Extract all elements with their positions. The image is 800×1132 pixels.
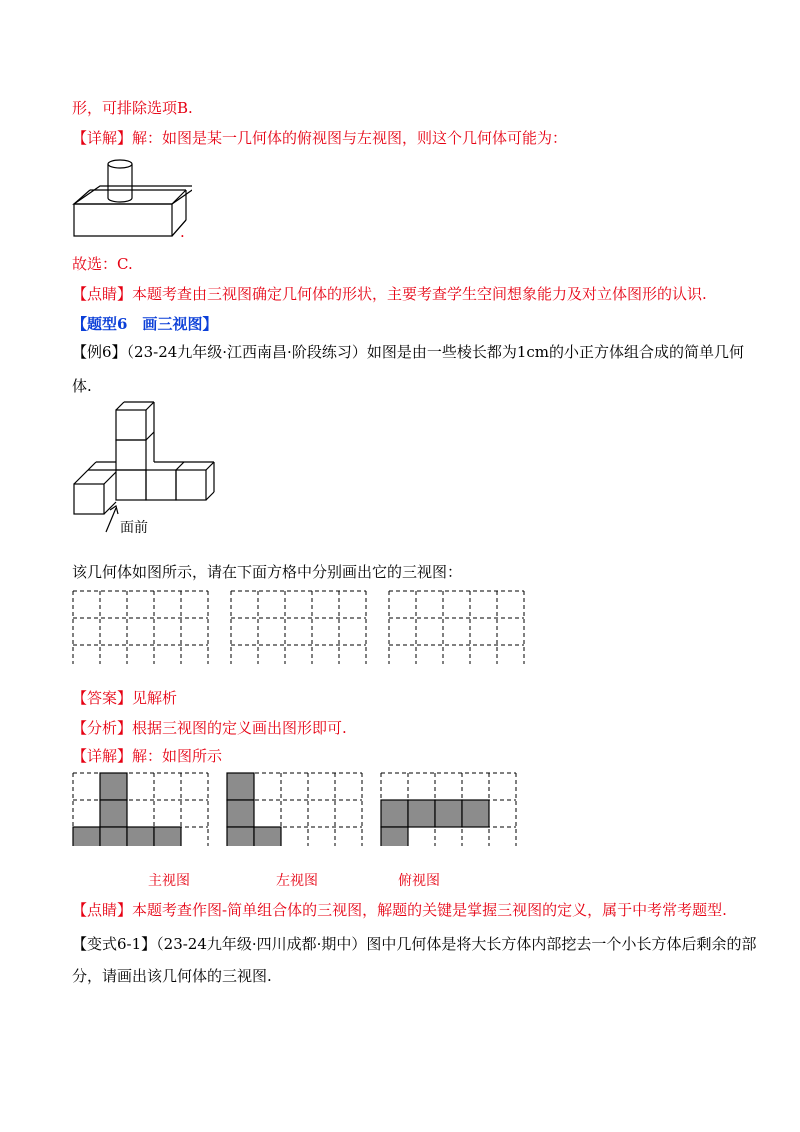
filled-cell: [381, 800, 408, 827]
main-view-grid: [73, 773, 208, 846]
answer-tag-line: 【答案】见解析: [72, 689, 178, 707]
text-line: 形，可排除选项B.: [72, 99, 193, 117]
filled-cell: [154, 827, 181, 846]
section-heading: 【题型6 画三视图】: [72, 315, 218, 333]
instruction-line: 该几何体如图所示，请在下面方格中分别画出它的三视图：: [72, 563, 463, 581]
detail-line: 【详解】解：如图是某一几何体的俯视图与左视图，则这个几何体可能为：: [72, 129, 568, 147]
comment-line-2: 【点睛】本题考查作图-简单组合体的三视图，解题的关键是掌握三视图的定义，属于中考常考题型.: [72, 901, 727, 919]
answer-line: 故选：C.: [72, 255, 133, 273]
example-line: 【例6】（23-24九年级·江西南昌·阶段练习）如图是由一些棱长都为1cm的小正方体组合成的简单几何: [72, 343, 744, 361]
filled-cell: [408, 800, 435, 827]
variant-line: 【变式6-1】（23-24九年级·四川成都·期中）图中几何体是将大长方体内部挖去一个小长方体后剩余的部: [72, 935, 757, 953]
filled-cell: [435, 800, 462, 827]
cube-figure: [68, 398, 228, 538]
comment-line: 【点睛】本题考查由三视图确定几何体的形状，主要考查学生空间想象能力及对立体图形的认识.: [72, 285, 707, 303]
filled-cell: [100, 773, 127, 800]
top-view-grid: [381, 773, 516, 846]
filled-cell: [127, 827, 154, 846]
left-view-caption: 左视图: [276, 873, 318, 889]
blank-grid-2: [231, 591, 366, 664]
analysis-line: 【分析】根据三视图的定义画出图形即可.: [72, 719, 347, 737]
filled-cell: [227, 773, 254, 800]
example-line-cont: 体.: [72, 377, 92, 395]
front-label: 面前: [120, 520, 148, 536]
filled-cell: [227, 800, 254, 827]
variant-line-cont: 分，请画出该几何体的三视图.: [72, 967, 272, 985]
filled-cell: [254, 827, 281, 846]
filled-cell: [462, 800, 489, 827]
filled-cell: [227, 827, 254, 846]
top-view-caption: 俯视图: [398, 873, 440, 889]
left-view-grid: [227, 773, 362, 846]
figure-period: .: [180, 223, 185, 241]
detail-line-2: 【详解】解：如图所示: [72, 747, 223, 765]
blank-grids: [72, 590, 532, 664]
box-cylinder-figure: [68, 156, 192, 240]
filled-cell: [100, 827, 127, 846]
solution-grids: [72, 772, 532, 846]
filled-cell: [73, 827, 100, 846]
blank-grid-1: [73, 591, 208, 664]
filled-cell: [381, 827, 408, 846]
blank-grid-3: [389, 591, 524, 664]
main-view-caption: 主视图: [148, 873, 190, 889]
filled-cell: [100, 800, 127, 827]
